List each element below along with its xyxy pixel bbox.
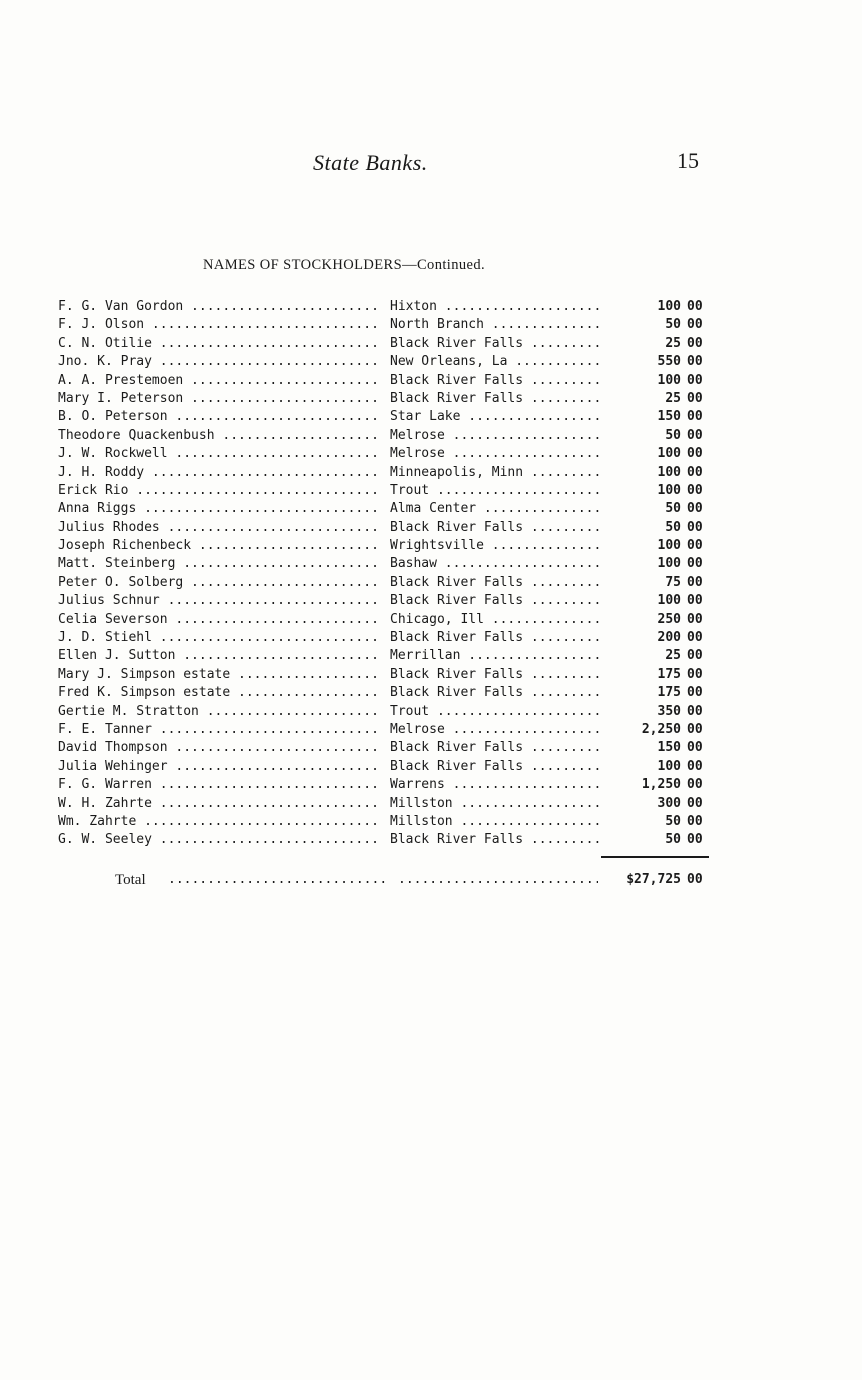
stockholder-row (0, 464, 862, 482)
share-amount-cents: 00 (687, 519, 703, 535)
share-amount-dollars: 75 (665, 574, 681, 590)
stockholder-row (0, 813, 862, 831)
stockholder-row (0, 335, 862, 353)
stockholder-residence: Black River Falls ..... (390, 758, 600, 776)
stockholder-name: F. J. Olson ..... (58, 316, 380, 334)
share-amount-dollars: 175 (657, 685, 681, 701)
share-amount-cents: 00 (687, 648, 703, 664)
stockholder-name: Theodore Quackenbush ..... (58, 427, 380, 445)
share-amount-cents: 00 (687, 740, 703, 756)
share-amount-cents: 00 (687, 464, 703, 480)
share-amount-cents: 00 (687, 372, 703, 388)
share-amount-cents: 00 (687, 593, 703, 609)
stockholder-name: Celia Severson ..... (58, 611, 380, 629)
stockholder-residence: Black River Falls ..... (390, 335, 600, 353)
total-dollars: $27,725 (626, 872, 681, 887)
share-amount-cents: 00 (687, 299, 703, 314)
stockholder-name: Mary J. Simpson estate ..... (58, 666, 380, 684)
stockholder-row (0, 574, 862, 592)
stockholder-residence: Melrose ..... (390, 445, 600, 463)
stockholder-row (0, 372, 862, 390)
stockholder-residence: Melrose ..... (390, 721, 600, 739)
share-amount-cents: 00 (687, 427, 703, 443)
total-label: Total (115, 872, 146, 888)
stockholder-row (0, 353, 862, 371)
stockholder-residence: Trout ..... (390, 703, 600, 721)
stockholder-row (0, 555, 862, 573)
share-amount-dollars: 100 (657, 299, 681, 314)
total-rule (601, 856, 709, 858)
share-amount-dollars: 150 (657, 740, 681, 756)
stockholder-residence: North Branch ..... (390, 316, 600, 334)
stockholder-row (0, 298, 862, 316)
share-amount-cents: 00 (687, 390, 703, 406)
stockholder-residence: Star Lake ..... (390, 408, 600, 426)
share-amount-dollars: 300 (657, 795, 681, 811)
stockholder-row (0, 629, 862, 647)
stockholder-row (0, 537, 862, 555)
stockholder-row (0, 758, 862, 776)
share-amount-dollars: 50 (665, 501, 681, 517)
stockholder-row (0, 795, 862, 813)
share-amount-cents: 00 (687, 758, 703, 774)
share-amount-dollars: 350 (657, 703, 681, 719)
stockholder-residence: Warrens ..... (390, 776, 600, 794)
total-cents: 00 (687, 872, 703, 887)
stockholder-name: J. D. Stiehl ..... (58, 629, 380, 647)
stockholder-name: J. H. Roddy ..... (58, 464, 380, 482)
share-amount-dollars: 100 (657, 538, 681, 554)
total-row (0, 870, 862, 890)
share-amount-cents: 00 (687, 556, 703, 572)
stockholder-name: Gertie M. Stratton ..... (58, 703, 380, 721)
stockholder-residence: Black River Falls ..... (390, 684, 600, 702)
stockholder-row (0, 647, 862, 665)
stockholder-row (0, 666, 862, 684)
share-amount-dollars: 25 (665, 335, 681, 351)
stockholder-row (0, 703, 862, 721)
stockholder-residence: Alma Center ..... (390, 500, 600, 518)
stockholder-row (0, 500, 862, 518)
stockholder-row (0, 592, 862, 610)
share-amount-cents: 00 (687, 777, 703, 793)
stockholder-row (0, 831, 862, 849)
stockholder-name: Matt. Steinberg ..... (58, 555, 380, 573)
stockholder-residence: Melrose ..... (390, 427, 600, 445)
stockholder-residence: Bashaw ..... (390, 555, 600, 573)
stockholder-residence: Merrillan ..... (390, 647, 600, 665)
share-amount-dollars: 200 (657, 630, 681, 646)
stockholder-residence: Black River Falls ..... (390, 739, 600, 757)
stockholder-residence: Wrightsville ..... (390, 537, 600, 555)
stockholder-name: Erick Rio ..... (58, 482, 380, 500)
stockholder-residence: New Orleans, La ..... (390, 353, 600, 371)
total-leader-dots (398, 870, 598, 890)
share-amount-dollars: 50 (665, 519, 681, 535)
share-amount-cents: 00 (687, 317, 703, 333)
stockholder-name: Anna Riggs ..... (58, 500, 380, 518)
stockholder-name: Mary I. Peterson ..... (58, 390, 380, 408)
stockholder-name: B. O. Peterson ..... (58, 408, 380, 426)
share-amount-cents: 00 (687, 630, 703, 646)
stockholder-row (0, 684, 862, 702)
stockholder-residence: Black River Falls ..... (390, 390, 600, 408)
stockholder-row (0, 316, 862, 334)
total-leader-dots (168, 870, 386, 890)
stockholder-residence: Black River Falls ..... (390, 372, 600, 390)
stockholder-residence: Chicago, Ill ..... (390, 611, 600, 629)
stockholder-residence: Hixton ..... (390, 298, 600, 316)
share-amount-dollars: 100 (657, 446, 681, 462)
stockholder-name: Jno. K. Pray ..... (58, 353, 380, 371)
stockholder-row (0, 611, 862, 629)
stockholder-name: Fred K. Simpson estate ..... (58, 684, 380, 702)
stockholder-name: J. W. Rockwell ..... (58, 445, 380, 463)
share-amount-cents: 00 (687, 611, 703, 627)
share-amount-dollars: 50 (665, 317, 681, 333)
share-amount-dollars: 100 (657, 464, 681, 480)
share-amount-dollars: 100 (657, 482, 681, 498)
stockholder-name: Wm. Zahrte ..... (58, 813, 380, 831)
stockholder-row (0, 390, 862, 408)
share-amount-dollars: 100 (657, 758, 681, 774)
share-amount-dollars: 2,250 (641, 721, 681, 737)
share-amount-dollars: 100 (657, 593, 681, 609)
stockholder-list (0, 298, 862, 850)
stockholder-row (0, 482, 862, 500)
stockholder-name: Peter O. Solberg ..... (58, 574, 380, 592)
stockholder-row (0, 519, 862, 537)
stockholder-name: Joseph Richenbeck ..... (58, 537, 380, 555)
share-amount-cents: 00 (687, 446, 703, 462)
stockholder-residence: Black River Falls ..... (390, 831, 600, 849)
stockholder-name: David Thompson ..... (58, 739, 380, 757)
stockholder-row (0, 445, 862, 463)
share-amount-dollars: 25 (665, 648, 681, 664)
section-title: NAMES OF STOCKHOLDERS—Continued. (203, 257, 486, 273)
stockholder-residence: Trout ..... (390, 482, 600, 500)
share-amount-cents: 00 (687, 354, 703, 370)
stockholder-residence: Black River Falls ..... (390, 629, 600, 647)
stockholder-row (0, 739, 862, 757)
stockholder-name: A. A. Prestemoen ..... (58, 372, 380, 390)
stockholder-row (0, 721, 862, 739)
share-amount-dollars: 550 (657, 354, 681, 370)
share-amount-dollars: 50 (665, 832, 681, 848)
stockholder-residence: Black River Falls ..... (390, 666, 600, 684)
share-amount-cents: 00 (687, 335, 703, 351)
stockholder-row (0, 427, 862, 445)
page-number: 15 (677, 148, 699, 173)
share-amount-dollars: 1,250 (641, 777, 681, 793)
stockholder-name: Julius Schnur ..... (58, 592, 380, 610)
share-amount-dollars: 150 (657, 409, 681, 425)
stockholder-residence: Minneapolis, Minn ..... (390, 464, 600, 482)
share-amount-cents: 00 (687, 482, 703, 498)
share-amount-dollars: 50 (665, 813, 681, 829)
stockholder-residence: Black River Falls ..... (390, 574, 600, 592)
stockholder-name: Ellen J. Sutton ..... (58, 647, 380, 665)
stockholder-residence: Millston ..... (390, 795, 600, 813)
share-amount-cents: 00 (687, 703, 703, 719)
share-amount-cents: 00 (687, 813, 703, 829)
share-amount-cents: 00 (687, 721, 703, 737)
stockholder-name: W. H. Zahrte ..... (58, 795, 380, 813)
share-amount-cents: 00 (687, 501, 703, 517)
share-amount-cents: 00 (687, 832, 703, 848)
share-amount-dollars: 250 (657, 611, 681, 627)
share-amount-dollars: 175 (657, 666, 681, 682)
share-amount-dollars: 25 (665, 390, 681, 406)
share-amount-cents: 00 (687, 685, 703, 701)
share-amount-cents: 00 (687, 538, 703, 554)
stockholder-row (0, 776, 862, 794)
stockholder-name: Julius Rhodes ..... (58, 519, 380, 537)
share-amount-dollars: 100 (657, 556, 681, 572)
stockholder-residence: Black River Falls ..... (390, 592, 600, 610)
share-amount-dollars: 50 (665, 427, 681, 443)
share-amount-dollars: 100 (657, 372, 681, 388)
stockholder-name: F. G. Van Gordon ..... (58, 298, 380, 316)
share-amount-cents: 00 (687, 666, 703, 682)
share-amount-cents: 00 (687, 574, 703, 590)
share-amount-cents: 00 (687, 409, 703, 425)
share-amount-cents: 00 (687, 795, 703, 811)
stockholder-residence: Black River Falls ..... (390, 519, 600, 537)
stockholder-name: F. G. Warren ..... (58, 776, 380, 794)
stockholder-residence: Millston ..... (390, 813, 600, 831)
page-running-title: State Banks. (313, 150, 428, 175)
stockholder-name: C. N. Otilie ..... (58, 335, 380, 353)
stockholder-name: Julia Wehinger ..... (58, 758, 380, 776)
stockholder-name: G. W. Seeley ..... (58, 831, 380, 849)
stockholder-row (0, 408, 862, 426)
stockholder-name: F. E. Tanner ..... (58, 721, 380, 739)
